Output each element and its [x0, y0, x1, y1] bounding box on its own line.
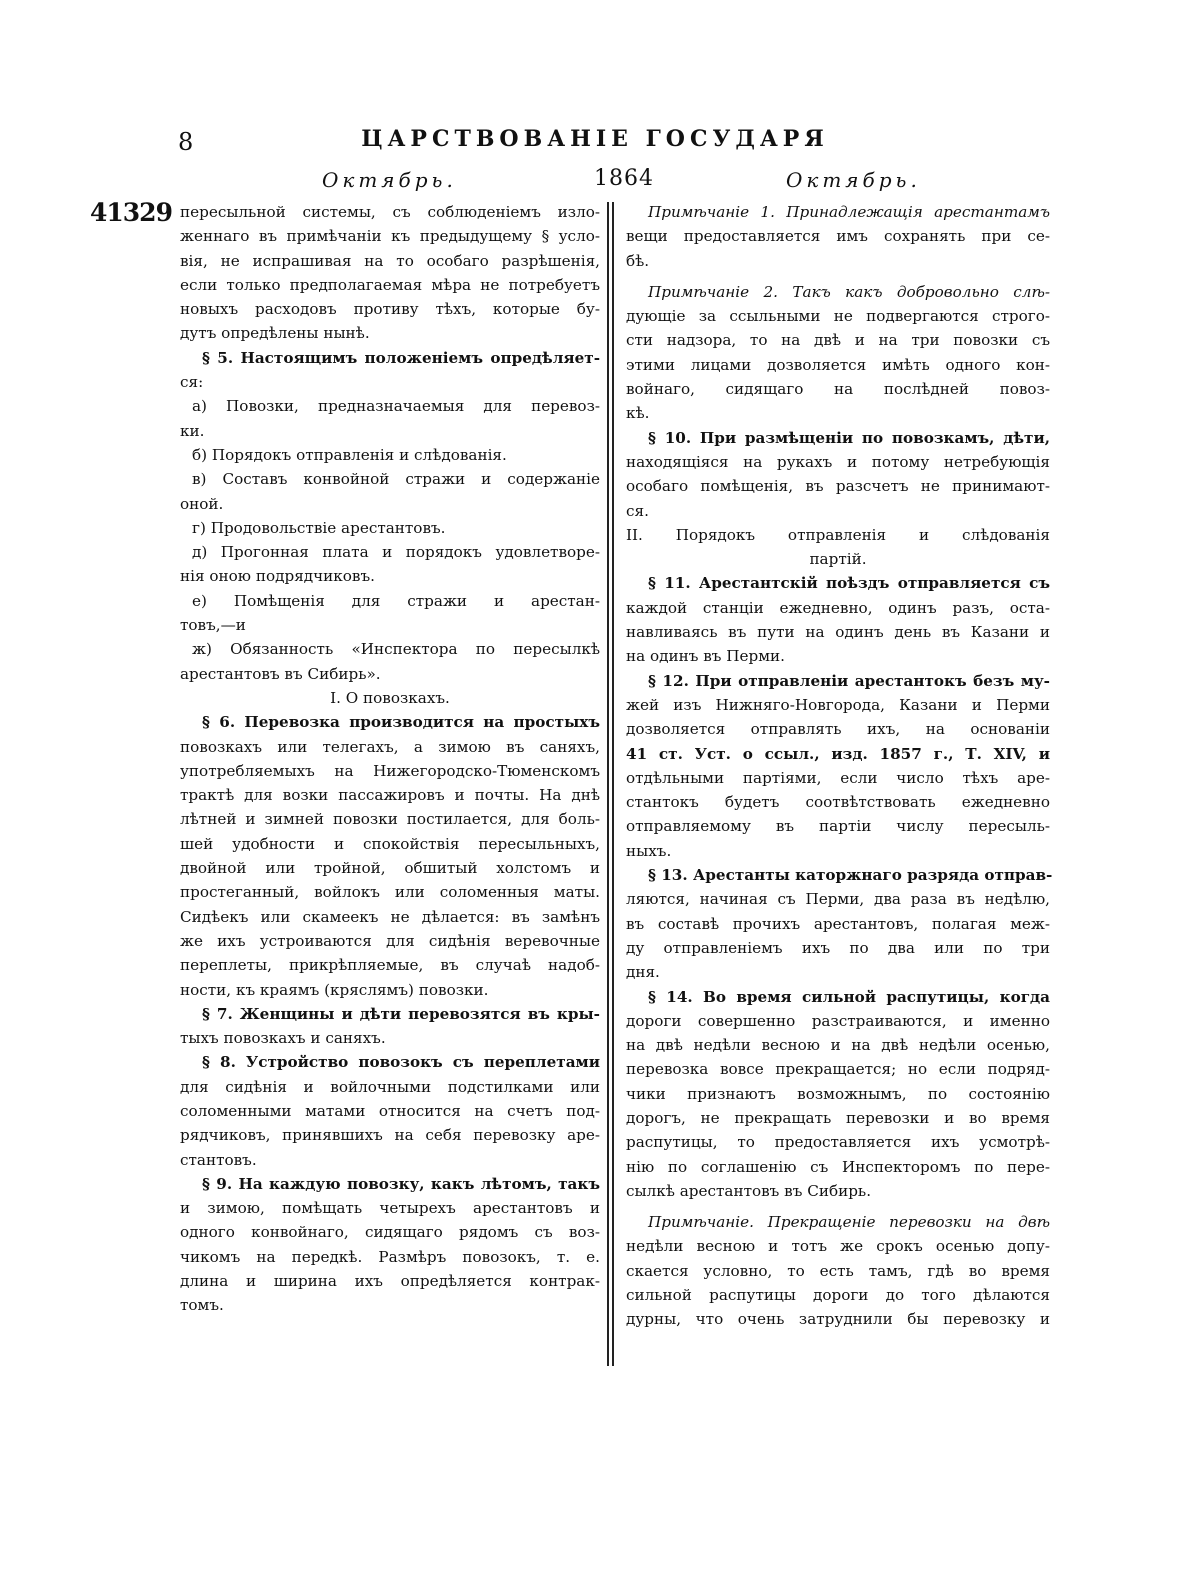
text-line: каждой станцiи ежедневно, одинъ разъ, оста- — [626, 598, 1050, 617]
chapter-heading-2: II. Порядокъ отправленiя и слѣдованiя — [626, 525, 1050, 544]
text-line: двойной или тройной, обшитый холстомъ и — [180, 859, 600, 878]
text-line: если только предполагаемая мѣра не потребуетъ — [180, 275, 600, 294]
text-line: особаго помѣщенiя, въ разсчетъ не принимают- — [626, 477, 1050, 496]
text-line: одного конвойнаго, сидящаго рядомъ съ воз- — [180, 1223, 600, 1242]
chapter-heading-2-cont: партiй. — [809, 550, 867, 569]
text-line: на двѣ недѣли весною и на двѣ недѣли осенью, — [626, 1036, 1050, 1055]
text-line: соломенными матами относится на счетъ под- — [180, 1101, 600, 1120]
column-divider-left — [607, 202, 609, 1366]
section-11-heading: § 11. Арестантскiй поѣздъ отправляется съ — [648, 574, 1050, 593]
text-line: шей удобности и спокойствiя пересыльныхъ, — [180, 834, 600, 853]
text-line: Сидѣекъ или скамеекъ не дѣлается: въ замѣнъ — [180, 907, 600, 926]
list-item: б) Порядокъ отправленiя и слѣдованiя. — [192, 445, 507, 464]
text-line: дутъ опредѣлены нынѣ. — [180, 324, 370, 343]
list-item: д) Прогонная плата и порядокъ удовлетворе- — [192, 543, 600, 562]
month-right: Октябрь. — [786, 168, 921, 192]
text-line: дурны, что очень затруднили бы перевозку и — [626, 1310, 1050, 1329]
text-line: отдѣльными партiями, если число тѣхъ аре- — [626, 768, 1050, 787]
text-line: томъ. — [180, 1296, 224, 1315]
text-line: женнаго въ примѣчанiи къ предыдущему § усло- — [180, 227, 600, 246]
list-item: ж) Обязанность «Инспектора по пересылкѣ — [192, 640, 600, 659]
text-line: войнаго, сидящаго на послѣдней повоз- — [626, 380, 1050, 399]
text-line: чики признаютъ возможнымъ, по состоянiю — [626, 1084, 1050, 1103]
text-line: чикомъ на передкѣ. Размѣръ повозокъ, т. е. — [180, 1247, 600, 1266]
section-7-heading: § 7. Женщины и дѣти перевозятся въ кры- — [202, 1004, 600, 1023]
text-line: скается условно, то есть тамъ, гдѣ во время — [626, 1261, 1050, 1280]
text-line: ду отправленiемъ ихъ по два или по три — [626, 938, 1050, 957]
section-8-heading: § 8. Устройство повозокъ съ переплетами — [202, 1053, 600, 1072]
text-line: недѣли весною и тотъ же срокъ осенью допу- — [626, 1237, 1050, 1256]
column-divider-right — [612, 202, 614, 1366]
left-column — [180, 200, 600, 1318]
text-line: распутицы, то предоставляется ихъ усмотрѣ- — [626, 1133, 1050, 1152]
right-column — [626, 200, 1053, 1332]
text-line: ляются, начиная съ Перми, два раза въ недѣлю, — [626, 890, 1050, 909]
text-line: употребляемыхъ на Нижегородско-Тюменскомъ — [180, 761, 600, 780]
text-line: пересыльной системы, съ соблюденiемъ изло- — [180, 203, 600, 221]
list-item: а) Повозки, предназначаемыя для перевоз- — [192, 397, 600, 416]
text-line: на одинъ въ Перми. — [626, 647, 785, 666]
text-line: этими лицами дозволяется имѣть одного кон- — [626, 355, 1050, 374]
section-12-heading: § 12. При отправленiи арестантокъ безъ му- — [648, 671, 1050, 690]
margin-law-number: 41329 — [90, 198, 172, 227]
text-line: стантовъ. — [180, 1150, 257, 1169]
text-line: вiя, не испрашивая на то особаго разрѣшенiя, — [180, 251, 600, 270]
text-line: ныхъ. — [626, 841, 672, 860]
text-line: бѣ. — [626, 251, 650, 270]
text-line: же ихъ устроиваются для сидѣнiя веревочные — [180, 931, 600, 950]
text-line: для сидѣнiя и войлочными подстилками или — [180, 1077, 600, 1096]
text-line: лѣтней и зимней повозки постилается, для боль- — [180, 810, 600, 829]
text-line: трактѣ для возки пассажировъ и почты. На днѣ — [180, 786, 600, 805]
text-line: сылкѣ арестантовъ въ Сибирь. — [626, 1181, 872, 1200]
section-9-heading: § 9. На каждую повозку, какъ лѣтомъ, такъ — [202, 1174, 600, 1193]
chapter-heading-1: I. О повозкахъ. — [330, 688, 450, 707]
text-line: арестантовъ въ Сибирь». — [180, 664, 381, 683]
text-line: дороги совершенно разстраиваются, и именно — [626, 1011, 1050, 1030]
list-item: е) Помѣщенiя для стражи и арестан- — [192, 591, 600, 610]
text-line: вещи предоставляется имъ сохранять при се- — [626, 227, 1050, 246]
text-line: отправляемому въ партiи числу пересыль- — [626, 817, 1050, 836]
text-line: стантокъ будетъ соотвѣтствовать ежедневно — [626, 793, 1050, 812]
text-line: рядчиковъ, принявшихъ на себя перевозку аре- — [180, 1126, 600, 1145]
text-line: оной. — [180, 494, 224, 513]
text-line: жей изъ Нижняго-Новгорода, Казани и Перми — [626, 695, 1050, 714]
section-14-heading: § 14. Во время сильной распутицы, когда — [648, 987, 1050, 1006]
text-line: сти надзора, то на двѣ и на три повозки съ — [626, 331, 1050, 350]
text-line: дня. — [626, 963, 660, 982]
text-line: 41 ст. Уст. о ссыл., изд. 1857 г., Т. XIV, и — [626, 744, 1050, 763]
text-line: нiя оною подрядчиковъ. — [180, 567, 375, 586]
list-item: в) Составъ конвойной стражи и содержанiе — [192, 470, 600, 489]
text-line: сильной распутицы дороги до того дѣлаются — [626, 1286, 1050, 1305]
text-line: перевозка вовсе прекращается; но если подряд- — [626, 1060, 1050, 1079]
section-13-heading: § 13. Арестанты каторжнаго разряда отправ- — [648, 866, 1053, 885]
text-line: новыхъ расходовъ противу тѣхъ, которые бу- — [180, 300, 600, 319]
text-line: находящiяся на рукахъ и потому нетребующiя — [626, 452, 1050, 471]
year: 1864 — [594, 166, 654, 191]
text-line: переплеты, прикрѣпляемые, въ случаѣ надоб- — [180, 956, 600, 975]
text-line: простеганный, войлокъ или соломенныя маты. — [180, 883, 600, 902]
text-line: ся: — [180, 373, 204, 392]
text-line: кѣ. — [626, 404, 650, 423]
text-line: нiю по соглашенiю съ Инспекторомъ по пере- — [626, 1157, 1050, 1176]
running-title: ЦАРСТВОВАНIЕ ГОСУДАРЯ — [361, 126, 829, 152]
note-3: Примѣчанiе. Прекращенiе перевозки на двѣ — [648, 1213, 1050, 1232]
text-line: ки. — [180, 421, 205, 440]
page-number: 8 — [178, 128, 194, 156]
note-2: Примѣчанiе 2. Такъ какъ добровольно слѣ- — [648, 282, 1050, 301]
month-left: Октябрь. — [322, 168, 457, 192]
text-line: повозкахъ или телегахъ, а зимою въ саняхъ, — [180, 737, 600, 756]
text-line: ся. — [626, 501, 649, 520]
text-line: дующiе за ссыльными не подвергаются строго- — [626, 307, 1050, 326]
text-line: длина и ширина ихъ опредѣляется контрак- — [180, 1272, 600, 1291]
text-line: тыхъ повозкахъ и саняхъ. — [180, 1029, 386, 1048]
section-6-heading: § 6. Перевозка производится на простыхъ — [202, 713, 600, 732]
text-line: дозволяется отправлять ихъ, на основанiи — [626, 720, 1050, 739]
text-line: въ составѣ прочихъ арестантовъ, полагая меж- — [626, 914, 1050, 933]
text-line: и зимою, помѣщать четырехъ арестантовъ и — [180, 1199, 600, 1218]
text-line: дорогъ, не прекращать перевозки и во время — [626, 1108, 1050, 1127]
text-line: навливаясь въ пути на одинъ день въ Казани и — [626, 623, 1050, 642]
text-line: ности, къ краямъ (кряслямъ) повозки. — [180, 980, 489, 999]
note-1: Примѣчанiе 1. Принадлежащiя арестантамъ — [648, 203, 1050, 221]
list-item: г) Продовольствiе арестантовъ. — [192, 518, 446, 537]
text-line: товъ,—и — [180, 616, 246, 635]
section-5-heading: § 5. Настоящимъ положенiемъ опредѣляет- — [202, 348, 600, 367]
section-10-heading: § 10. При размѣщенiи по повозкамъ, дѣти, — [648, 428, 1050, 447]
